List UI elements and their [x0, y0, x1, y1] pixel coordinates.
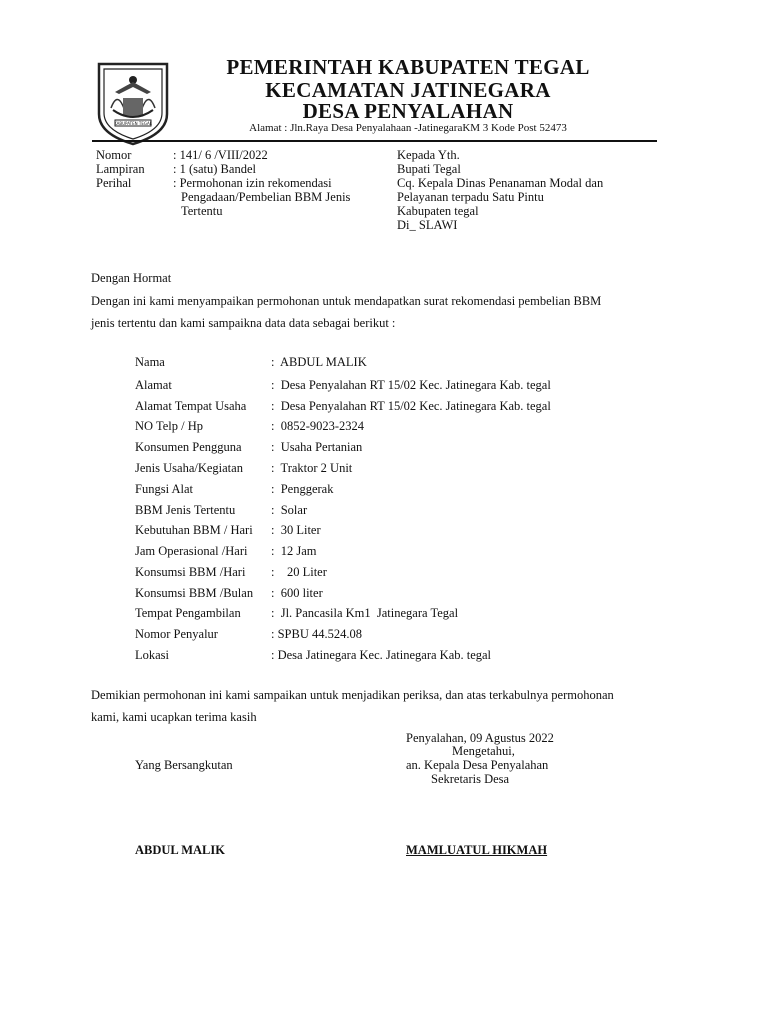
recipient-line1: Kepada Yth. [397, 148, 460, 162]
detail-label: Lokasi [135, 648, 170, 662]
applicant-signature-name: ABDUL MALIK [135, 843, 225, 857]
detail-value: : Jl. Pancasila Km1 Jatinegara Tegal [271, 606, 459, 620]
detail-value: : 20 Liter [271, 565, 327, 579]
sekretaris-desa: Sekretaris Desa [431, 772, 510, 786]
perihal-value-line3: Tertentu [181, 204, 223, 218]
recipient-line3: Cq. Kepala Dinas Penanaman Modal dan [397, 176, 604, 190]
header-village: DESA PENYALAHAN [302, 99, 514, 123]
perihal-label: Perihal [96, 176, 132, 190]
intro-line2: jenis tertentu dan kami sampaikna data data sebagai berikut : [91, 316, 396, 330]
place-date: Penyalahan, 09 Agustus 2022 [406, 731, 554, 745]
closing-line1: Demikian permohonan ini kami sampaikan untuk menjadikan periksa, dan atas terkabulnya permohonan [91, 688, 614, 702]
header-district: KECAMATAN JATINEGARA [265, 78, 551, 102]
detail-label: Tempat Pengambilan [135, 606, 241, 620]
secretary-signature-name: MAMLUATUL HIKMAH [406, 843, 548, 857]
header-divider [92, 140, 657, 142]
recipient-line4: Pelayanan terpadu Satu Pintu [397, 190, 544, 204]
intro-line1: Dengan ini kami menyampaikan permohonan untuk mendapatkan surat rekomendasi pembelian BBM [91, 294, 602, 308]
nomor-value: : 141/ 6 /VIII/2022 [173, 148, 268, 162]
detail-label: Alamat Tempat Usaha [135, 399, 247, 413]
svg-text:KABUPATEN TEGAL: KABUPATEN TEGAL [114, 121, 152, 126]
lampiran-value: : 1 (satu) Bandel [173, 162, 256, 176]
detail-value: : 30 Liter [271, 523, 321, 537]
mengetahui: Mengetahui, [452, 744, 515, 758]
detail-label: Nomor Penyalur [135, 627, 218, 641]
detail-value: : Usaha Pertanian [271, 440, 363, 454]
recipient-line2: Bupati Tegal [397, 162, 461, 176]
detail-value: : Desa Penyalahan RT 15/02 Kec. Jatinegara Kab. tegal [271, 399, 551, 413]
perihal-value-line2: Pengadaan/Pembelian BBM Jenis [181, 190, 351, 204]
detail-value: : Penggerak [271, 482, 334, 496]
regency-emblem-icon [93, 58, 173, 146]
detail-value: : 12 Jam [271, 544, 317, 558]
detail-label: NO Telp / Hp [135, 419, 203, 433]
recipient-line5: Kabupaten tegal [397, 204, 479, 218]
detail-label: Jam Operasional /Hari [135, 544, 248, 558]
recipient-line6: Di_ SLAWI [397, 218, 458, 232]
detail-label: Alamat [135, 378, 172, 392]
detail-value: : Desa Jatinegara Kec. Jatinegara Kab. tegal [271, 648, 492, 662]
header-address: Alamat : Jln.Raya Desa Penyalahaan -JatinegaraKM 3 Kode Post 52473 [249, 122, 567, 134]
detail-value: : 0852-9023-2324 [271, 419, 365, 433]
detail-label: Kebutuhan BBM / Hari [135, 523, 253, 537]
detail-label: Jenis Usaha/Kegiatan [135, 461, 243, 475]
closing-line2: kami, kami ucapkan terima kasih [91, 710, 257, 724]
detail-label: Konsumen Pengguna [135, 440, 242, 454]
nomor-label: Nomor [96, 148, 132, 162]
detail-value: : SPBU 44.524.08 [271, 627, 362, 641]
regency-logo [93, 58, 173, 146]
detail-value: : Traktor 2 Unit [271, 461, 353, 475]
yang-bersangkutan: Yang Bersangkutan [135, 758, 233, 772]
an-kepala-desa: an. Kepala Desa Penyalahan [406, 758, 549, 772]
detail-label: Fungsi Alat [135, 482, 193, 496]
detail-value: : ABDUL MALIK [271, 355, 367, 369]
detail-label: Nama [135, 355, 165, 369]
detail-value: : Solar [271, 503, 308, 517]
perihal-value-line1: : Permohonan izin rekomendasi [173, 176, 332, 190]
detail-label: BBM Jenis Tertentu [135, 503, 236, 517]
detail-label: Konsumsi BBM /Hari [135, 565, 246, 579]
detail-value: : 600 liter [271, 586, 323, 600]
header-government: PEMERINTAH KABUPATEN TEGAL [226, 55, 590, 79]
detail-label: Konsumsi BBM /Bulan [135, 586, 254, 600]
greeting: Dengan Hormat [91, 271, 172, 285]
detail-value: : Desa Penyalahan RT 15/02 Kec. Jatinegara Kab. tegal [271, 378, 551, 392]
lampiran-label: Lampiran [96, 162, 145, 176]
